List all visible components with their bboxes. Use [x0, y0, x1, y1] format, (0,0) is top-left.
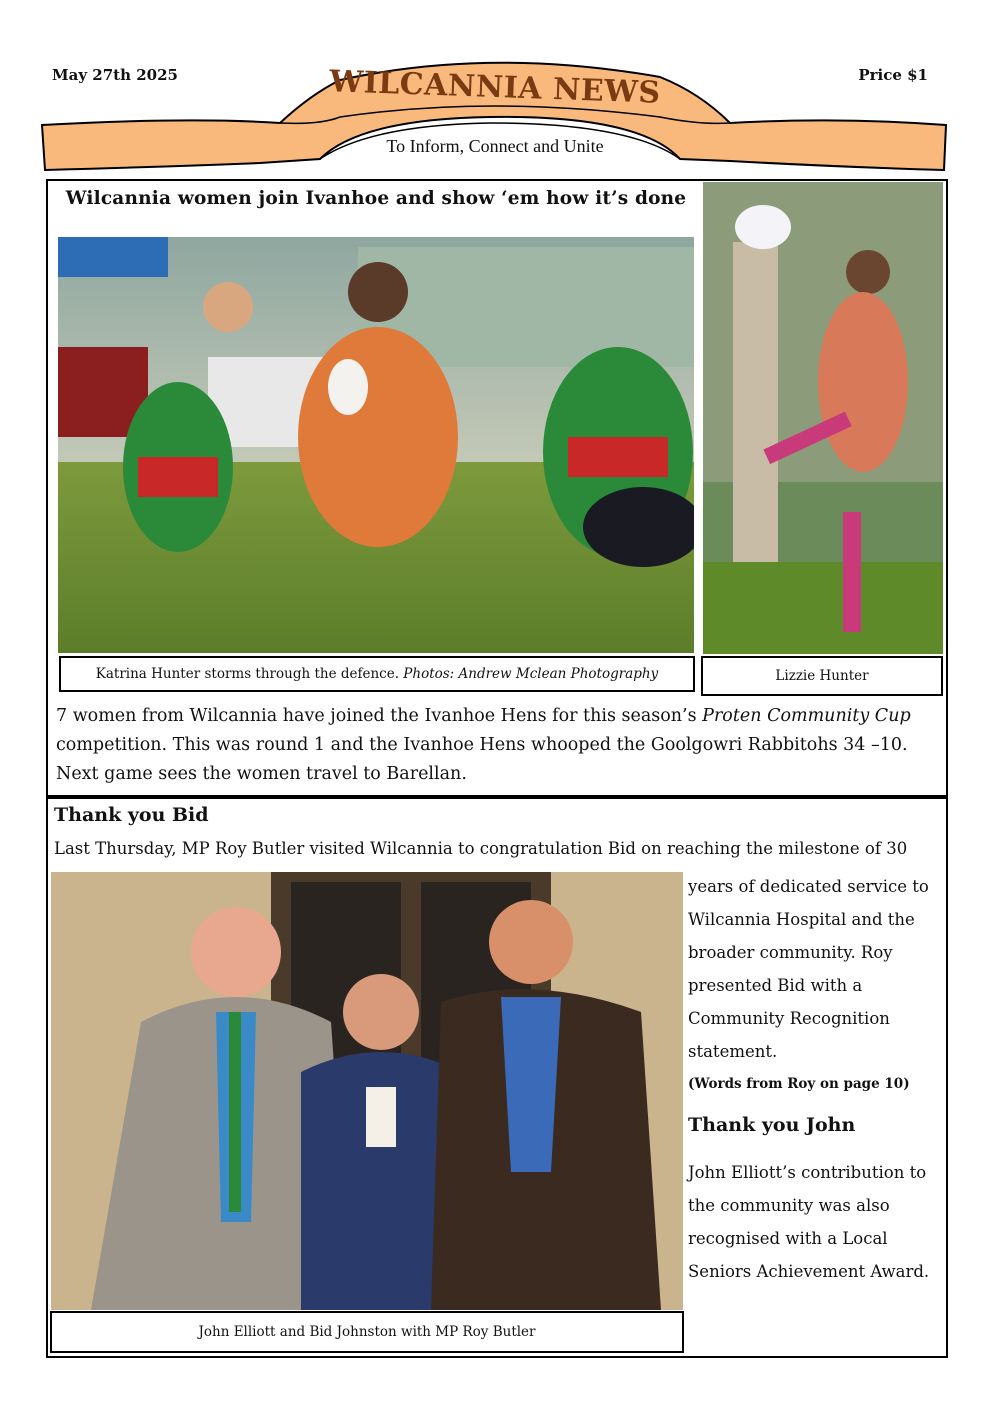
story-headline-bid: Thank you Bid — [54, 804, 209, 826]
story-body — [56, 702, 936, 789]
caption-text: Katrina Hunter storms through the defence. — [95, 666, 404, 682]
photo-credit: Photos: Andrew Mclean Photography — [403, 666, 659, 682]
issue-price: Price $1 — [858, 66, 928, 84]
story-body-text: 7 women from Wilcannia have joined the Ivanhoe Hens for this season’s — [56, 706, 703, 726]
story-page-reference: (Words from Roy on page 10) — [688, 1076, 910, 1092]
photo-group-roy-butler — [51, 872, 683, 1310]
story-lead-bid: Last Thursday, MP Roy Butler visited Wilcannia to congratulation Bid on reaching the milestone of 30 — [54, 839, 908, 858]
competition-name: Proten Community Cup — [702, 706, 911, 726]
photo-katrina-hunter — [58, 237, 694, 653]
newspaper-tagline: To Inform, Connect and Unite — [386, 136, 604, 156]
story-body-john: John Elliott’s contribution to the community was also recognised with a Local Seniors Achievement Award. — [688, 1163, 930, 1281]
story-body-bid: years of dedicated service to Wilcannia Hospital and the broader community. Roy presented Bid with a Community Recognition statement. — [688, 877, 929, 1061]
story-body-text-cont: competition. This was round 1 and the Ivanhoe Hens whooped the Goolgowri Rabbitohs 34 –10. Next game sees the women travel to Barellan. — [56, 735, 908, 784]
story-headline: Wilcannia women join Ivanhoe and show ‘em how it’s done — [65, 188, 687, 209]
issue-date: May 27th 2025 — [52, 66, 178, 84]
photo-caption-group: John Elliott and Bid Johnston with MP Roy Butler — [50, 1311, 684, 1353]
newspaper-title: WILCANNIA NEWS — [328, 64, 662, 111]
photo-caption-katrina — [59, 656, 695, 692]
photo-lizzie-hunter — [703, 182, 943, 654]
story-headline-john: Thank you John — [688, 1114, 856, 1136]
photo-caption-lizzie: Lizzie Hunter — [701, 656, 943, 696]
